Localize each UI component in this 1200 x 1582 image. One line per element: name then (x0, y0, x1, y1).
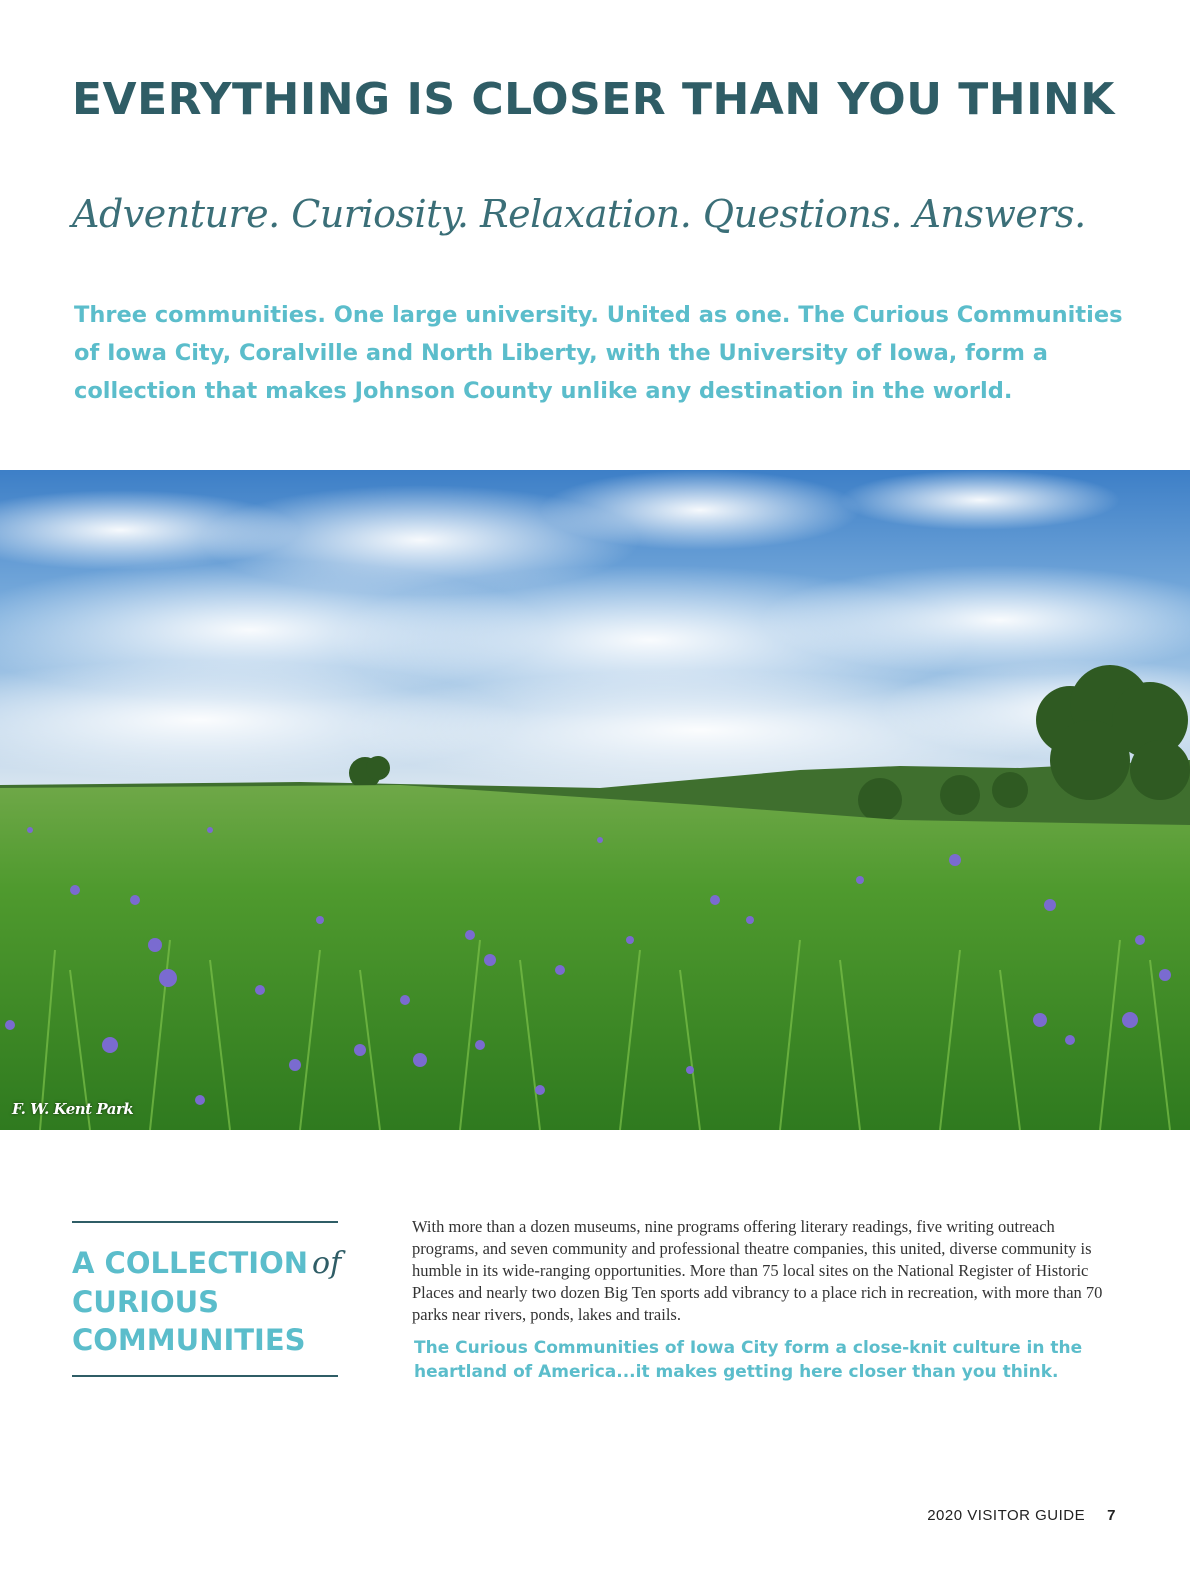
page-footer (927, 1507, 1116, 1524)
section-title-line-3: COMMUNITIES (72, 1323, 306, 1357)
section-title-of: of (312, 1246, 342, 1281)
body-paragraph: With more than a dozen museums, nine programs offering literary readings, five writing outreach programs, and seven community and professional theatre companies, this united, diverse community is humble in its wide-ranging opportunities. More than 75 local sites on the National Register of Historic Places and nearly two dozen Big Ten sports add vibrancy to a place rich in recreation, with more than 70 parks near rivers, ponds, lakes and trails. (412, 1217, 1103, 1324)
prairie-landscape-image (0, 470, 1190, 1130)
photo-caption: F. W. Kent Park (12, 1100, 134, 1118)
intro-paragraph: Three communities. One large university. United as one. The Curious Communities of Iowa City, Coralville and North Liberty, with the University of Iowa, form a collection that makes Johnson County unlike any destination in the world. (74, 302, 1123, 404)
section-rule-bottom (72, 1375, 338, 1377)
clouds (0, 470, 1190, 790)
page-title: EVERYTHING IS CLOSER THAN YOU THINK (72, 74, 1115, 125)
page-number: 7 (1107, 1507, 1116, 1524)
pull-quote: The Curious Communities of Iowa City form a close-knit culture in the heartland of America...it makes getting here closer than you think. (414, 1338, 1083, 1382)
section-title-line-1: A COLLECTION of (72, 1246, 342, 1281)
section-title-line-2: CURIOUS (72, 1285, 220, 1319)
footer-guide-label: 2020 VISITOR GUIDE (927, 1507, 1086, 1524)
section-rule-top (72, 1221, 338, 1223)
section-title (72, 1244, 341, 1359)
tagline: Adventure. Curiosity. Relaxation. Questions. Answers. (72, 192, 1086, 236)
meadow (0, 785, 1190, 1130)
hero-photo (0, 470, 1190, 1130)
